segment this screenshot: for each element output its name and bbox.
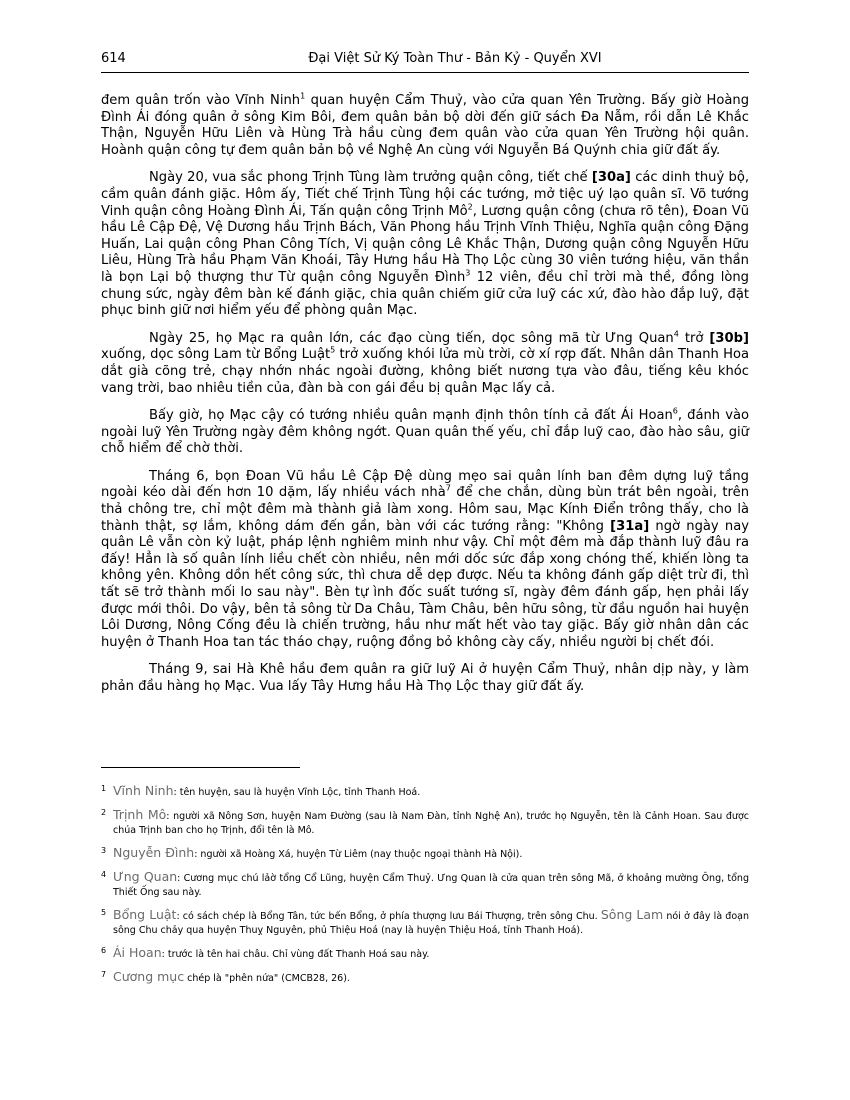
footnote-text: : có sách chép là Bổng Tân, tức bến Bổng, ở phía thượng lưu Bái Thượng, trên sông Chu. [176, 911, 601, 922]
footnote [101, 846, 749, 862]
page-header [101, 51, 749, 71]
footnote-number: 4 [101, 870, 107, 879]
footnote-number: 2 [101, 808, 107, 817]
footnotes [101, 784, 749, 994]
text-run: Tháng 6, bọn Đoan Vũ hầu Lê Cập Đệ dùng mẹo sai quân lính ban đêm dựng luỹ tầng ngoài kéo dài đến hơn 10 dặm, lấy nhiều vách nhà [101, 468, 749, 501]
footnote-text: : người xã Nông Sơn, huyện Nam Đường (sau là Nam Đàn, tỉnh Nghệ An), trước họ Nguyễn, tên là Cảnh Hoan. Sau được chúa Trịnh ban cho họ Trịnh, đổi tên là Mô. [113, 811, 749, 836]
footnote-text: : tên huyện, sau là huyện Vĩnh Lộc, tỉnh Thanh Hoá. [173, 787, 421, 798]
footnote-term: Ái Hoan [113, 945, 162, 960]
paragraph [101, 93, 749, 159]
text-run: Bấy giờ, họ Mạc cậy có tướng nhiều quân mạnh định thôn tính cả đất Ái Hoan [149, 408, 673, 424]
text-run: 12 viên, đều chỉ trời mà thề, đồng lòng chung sức, ngày đêm bàn kế đánh giặc, chia quân chiếm giữ cửa luỹ các xứ, đào hào đắp luỹ, đặt phục binh giữ nơi hiểm yếu để phòng quân Mạc. [101, 269, 749, 319]
folio-reference: [30a] [591, 170, 631, 186]
footnote-term: Ưng Quan [113, 869, 178, 884]
text-run: trở xuống khói lửa mù trời, cờ xí rợp đất. Nhân dân Thanh Hoa dắt già cõng trẻ, chạy nhớn nhác ngoài đường, không biết nương tựa vào đâu, tiếng kêu khóc vang trời, bao nhiêu tiền của, đàn bà con gái đều bị quân Mạc lấy cả. [101, 347, 750, 396]
footnote-term: Sông Lam [600, 907, 664, 922]
footnote-text: nói ở đây là đoạn sông Chu chảy qua huyện Thuỵ Nguyên, phủ Thiệu Hoá (nay là huyện Thiệu Hoá, tỉnh Thanh Hoá). [113, 911, 749, 936]
text-run: xuống, dọc sông Lam từ Bổng Luật [101, 347, 331, 363]
footnote-term: Cương mục [113, 969, 185, 984]
footnote-number: 5 [101, 908, 107, 917]
footnote [101, 870, 749, 900]
footnote-marker: 5 [330, 345, 336, 355]
footnote-marker: 7 [445, 484, 451, 494]
footnote-term: Trịnh Mô [113, 807, 167, 822]
footnote-term: Nguyễn Đình [113, 845, 195, 860]
text-run: quan huyện Cẩm Thuỷ, vào cửa quan Yên Trường. Bấy giờ Hoàng Đình Ái đóng quân ở sông Kim Bôi, đem quân bản bộ dời đến giữ sách Đa Nẫm, rồi dẫn Lê Khắc Thận, Nguyễn Hữu Liên và Hùng Trà hầu cùng đem quân vào cửa quan Yên Trường hội quân. Hoành quận công tự đem quân bản bộ về Nghệ An cùng với Nguyễn Bá Quýnh chia giữ đất ấy. [101, 93, 750, 158]
text-run: , đánh vào ngoài luỹ Yên Trường ngày đêm không ngớt. Quan quân thế yếu, chỉ đắp luỹ cao, đào hào sâu, giữ chỗ hiểm để chờ thời. [101, 408, 749, 457]
text-run: Ngày 25, họ Mạc ra quân lớn, các đạo cùng tiến, dọc sông mã từ Ưng Quan [149, 330, 674, 346]
text-run: Tháng 9, sai Hà Khê hầu đem quân ra giữ luỹ Ai ở huyện Cẩm Thuỷ, nhân dịp này, y làm phản đầu hàng họ Mạc. Vua lấy Tây Hưng hầu Hà Thọ Lộc thay giữ đất ấy. [101, 662, 749, 694]
footnote-number: 7 [101, 970, 107, 979]
paragraph [101, 469, 749, 652]
text-run: các dinh thuỷ bộ, cầm quân đánh giặc. Hôm ấy, Tiết chế Trịnh Tùng hội các tướng, mở tiệc uý lạo quân sĩ. Võ tướng Vinh quận công Hoàng Đình Ái, Tấn quận công Trịnh Mô [101, 170, 749, 219]
page-number: 614 [101, 51, 126, 66]
footnote-marker: 1 [300, 91, 306, 101]
footnote-term: Vĩnh Ninh [113, 783, 174, 798]
paragraph [101, 331, 749, 397]
footnote-marker: 6 [672, 406, 678, 416]
footnote-marker: 2 [467, 202, 473, 212]
footnote-number: 6 [101, 946, 107, 955]
footnote [101, 946, 749, 962]
text-run: ngờ ngày nay quân Lê vẫn còn kỷ luật, pháp lệnh nghiêm minh như vậy. Chỉ một đêm mà đắp thành luỹ đâu ra đấy! Hẳn là số quân lính liều chết còn nhiều, nên mới dốc sức đắp xong chóng thế, khiến lòng ta không yên. Không dồn hết công sức, thì chưa dễ dẹp được. Nếu ta không đánh gấp diệt trừ đi, thì tất sẽ trở thành mối lo sau này". Bèn tự ình đốc suất tướng sĩ, ngày đêm đánh gấp, hẹn phải lấy được mới thôi. Do vậy, bên tả sông từ Da Châu, Tàm Châu, bên hữu sông, từ đầu nguồn hai huyện Lôi Dương, Nông Cống đều là chiến trường, hầu như mất hết vào tay giặc. Bấy giờ nhân dân các huyện ở Thanh Hoa tan tác tháo chạy, ruộng đồng bỏ không cày cấy, nhiều người bị chết đói. [101, 518, 749, 650]
footnote-separator [101, 767, 300, 768]
footnote-number: 3 [101, 846, 107, 855]
text-run: để che chắn, dùng bùn trát bên ngoài, trên thả chông tre, chỉ một đêm mà thành giả làm xong. Hôm sau, Mạc Kính Điển trông thấy, cho là thành thật, sợ lắm, không dám đến gần, bàn với các tướng rằng: "Không [101, 485, 749, 534]
text-run: , Lương quận công (chưa rõ tên), Đoan Vũ hầu Lê Cập Đệ, Vệ Dương hầu Trịnh Bách, Văn Phong hầu Trịnh Vĩnh Thiệu, Nghĩa quận công Đặng Huấn, Lai quận công Phan Công Tích, Vị quận công Lê Khắc Thận, Dương quận công Nguyễn Hữu Liêu, Hùng Trà hầu Phạm Văn Khoái, Tây Hưng hầu Hà Thọ Lộc cùng 30 viên tướng hiệu, văn thần là bọn Lại bộ thượng thư Từ quận công Nguyễn Đình [101, 203, 749, 285]
footnote-text: chép là "phên nứa" (CMCB28, 26). [184, 973, 350, 984]
folio-reference: [31a] [610, 518, 650, 534]
main-text [101, 93, 749, 707]
footnote-number: 1 [101, 784, 107, 793]
footnote-text: : trước là tên hai châu. Chỉ vùng đất Thanh Hoá sau này. [161, 949, 430, 960]
text-run: đem quân trốn vào Vĩnh Ninh [101, 93, 301, 108]
footnote-text: : người xã Hoàng Xá, huyện Từ Liêm (nay thuộc ngoại thành Hà Nội). [194, 849, 523, 860]
footnote [101, 808, 749, 838]
text-run: trở [678, 330, 710, 346]
footnote-text: : Cương mục chú lảờ tổng Cổ Lũng, huyện Cẩm Thuỷ. Ưng Quan là cửa quan trên sông Mã, ở khoảng mường Ông, tổng Thiết Ống sau này. [113, 873, 749, 898]
folio-reference: [30b] [709, 330, 749, 346]
header-rule [101, 72, 749, 73]
footnote [101, 970, 749, 986]
footnote-marker: 3 [465, 268, 471, 278]
running-title: Đại Việt Sử Ký Toàn Thư - Bản Kỷ - Quyển XVI [308, 51, 602, 66]
footnote [101, 908, 749, 938]
text-run: Ngày 20, vua sắc phong Trịnh Tùng làm trưởng quận công, tiết chế [149, 170, 592, 186]
paragraph [101, 408, 749, 458]
footnote [101, 784, 749, 800]
paragraph [101, 170, 749, 319]
footnote-term: Bổng Luật [113, 907, 177, 922]
footnote-marker: 4 [673, 329, 679, 339]
paragraph [101, 662, 749, 695]
